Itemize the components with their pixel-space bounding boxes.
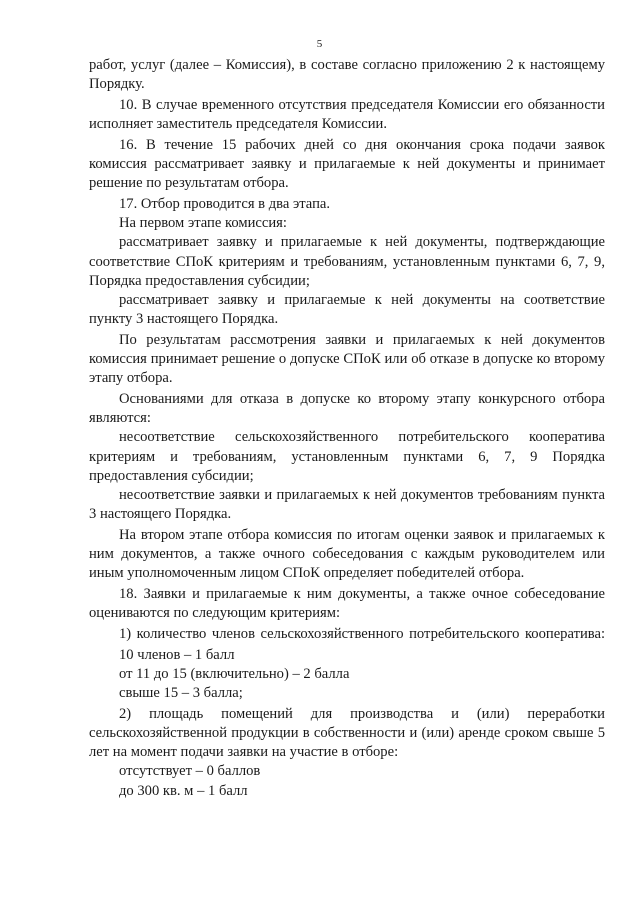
paragraph-item-17: 17. Отбор проводится в два этапа. bbox=[119, 195, 331, 212]
score-premises-300: до 300 кв. м – 1 балл bbox=[119, 782, 248, 799]
score-members-11-15: от 11 до 15 (включительно) – 2 балла bbox=[119, 665, 350, 682]
paragraph-item-10: 10. В случае временного отсутствия председателя Комиссии его обязанности исполняет заместитель председателя Комиссии. bbox=[89, 96, 605, 133]
paragraph-refusal-grounds: Основаниями для отказа в допуске ко второму этапу конкурсного отбора являются: bbox=[89, 390, 605, 427]
score-members-over-15: свыше 15 – 3 балла; bbox=[119, 685, 243, 701]
score-premises-none: отсутствует – 0 баллов bbox=[119, 763, 261, 780]
paragraph-admission-decision: По результатам рассмотрения заявки и прилагаемых к ней документов комиссия принимает решение о допуске СПоК или об отказе в допуске ко второму этапу отбора. bbox=[89, 331, 605, 387]
score-members-10: 10 членов – 1 балл bbox=[119, 646, 235, 663]
paragraph-criterion-premises: 2) площадь помещений для производства и (или) переработки сельскохозяйственной продукции в собственности и (или) аренде сроком свыше 5 лет на момент подачи заявки на участие в отборе: bbox=[89, 705, 605, 761]
paragraph-first-stage-review-criteria: рассматривает заявку и прилагаемые к ней документы, подтверждающие соответствие СПоК критериям и требованиям, установленным пунктами 6, 7, 9, Порядка предоставления субсидии; bbox=[89, 234, 605, 289]
document-body bbox=[89, 56, 605, 801]
paragraph-second-stage: На втором этапе отбора комиссия по итогам оценки заявок и прилагаемых к ним документов, а также очного собеседования с каждым руководителем или иным уполномоченным лицом СПоК определяет победителей отбора. bbox=[89, 526, 605, 582]
paragraph-criterion-members: 1) количество членов сельскохозяйственного потребительского кооператива: bbox=[119, 625, 605, 642]
paragraph-commission-composition: работ, услуг (далее – Комиссия), в составе согласно приложению 2 к настоящему Порядку. bbox=[89, 57, 605, 93]
paragraph-item-18: 18. Заявки и прилагаемые к ним документы, а также очное собеседование оцениваются по следующим критериям: bbox=[89, 585, 605, 622]
paragraph-first-stage: На первом этапе комиссия: bbox=[119, 215, 287, 232]
paragraph-item-16: 16. В течение 15 рабочих дней со дня окончания срока подачи заявок комиссия рассматривает заявку и прилагаемые к ней документы и принимает решение по результатам отбора. bbox=[89, 136, 605, 192]
page-number: 5 bbox=[316, 38, 323, 50]
paragraph-refusal-cooperative: несоответствие сельскохозяйственного потребительского кооператива критериям и требованиям, установленным пунктами 6, 7, 9 Порядка предоставления субсидии; bbox=[89, 429, 605, 484]
paragraph-refusal-documents: несоответствие заявки и прилагаемых к ней документов требованиям пункта 3 настоящего Порядка. bbox=[89, 486, 605, 523]
paragraph-first-stage-review-clause-3: рассматривает заявку и прилагаемые к ней документы на соответствие пункту 3 настоящего Порядка. bbox=[89, 291, 605, 328]
